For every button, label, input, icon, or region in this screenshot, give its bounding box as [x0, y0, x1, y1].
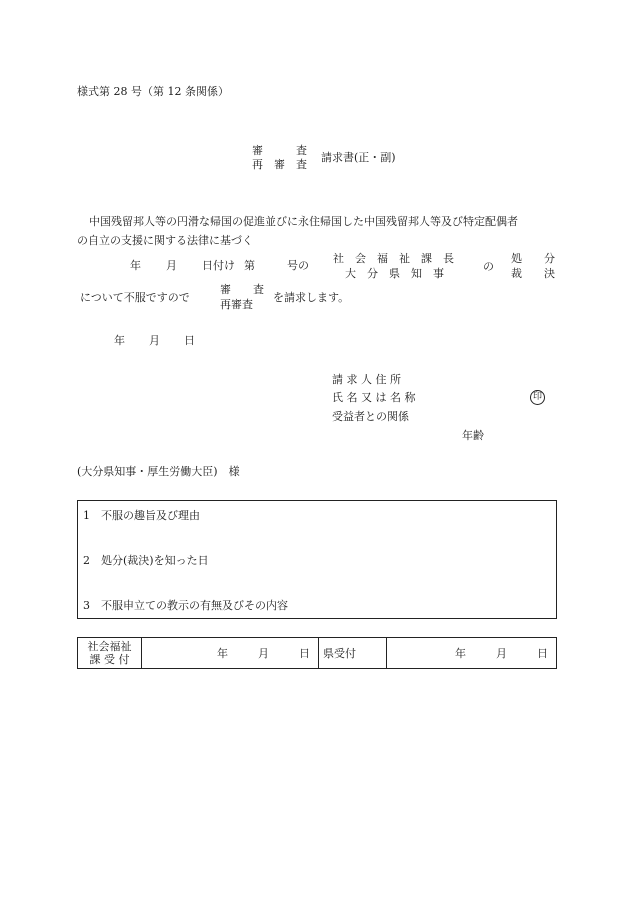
- receipt-pref-month: 月: [496, 647, 507, 660]
- objection-option-review: 審 査: [220, 283, 264, 296]
- receipt-pref-year: 年: [455, 647, 466, 660]
- details-item-known-date: 2 処分(裁決)を知った日: [83, 554, 209, 567]
- seal-mark: [530, 389, 545, 405]
- submission-month-label: 月: [149, 334, 160, 347]
- number-dai-label: 第: [244, 259, 255, 272]
- receipt-table: [77, 637, 557, 669]
- receipt-dept-cell: [78, 638, 142, 669]
- action-option-ruling: 裁 決: [511, 267, 555, 280]
- requester-age-label: 年齢: [462, 429, 484, 442]
- receipt-pref-label: 県受付: [323, 647, 356, 660]
- intro-line-1: 中国残留邦人等の円滑な帰国の促進並びに永住帰国した中国残留邦人等及び特定配偶者: [89, 215, 518, 228]
- authority-option-section-chief: 社 会 福 祉 課 長: [333, 252, 454, 265]
- date-month-label: 月: [166, 259, 177, 272]
- title-option-review: 審 査: [252, 144, 307, 157]
- receipt-dept-line-2: 課 受 付: [89, 653, 130, 666]
- receipt-dept-line-1: 社会福祉: [87, 640, 132, 653]
- objection-option-re-review: 再審査: [220, 298, 253, 311]
- receipt-pref-label-cell: [319, 638, 387, 669]
- receipt-dept-month: 月: [258, 647, 269, 660]
- requester-relation-label: 受益者との関係: [332, 410, 409, 423]
- details-item-instruction: 3 不服申立ての教示の有無及びその内容: [83, 599, 288, 612]
- objection-suffix: を請求します。: [273, 291, 350, 304]
- requester-name-label: 氏 名 又 は 名 称: [332, 391, 416, 404]
- date-day-dated-label: 日付け: [202, 259, 235, 272]
- title-option-re-review: 再 審 査: [252, 158, 307, 171]
- page-title: 請求書(正・副): [321, 151, 396, 164]
- objection-prefix: について不服ですので: [80, 291, 190, 304]
- submission-day-label: 日: [184, 334, 195, 347]
- receipt-dept-day: 日: [299, 647, 310, 660]
- number-go-label: 号の: [287, 259, 309, 272]
- requester-address-label: 請 求 人 住 所: [332, 373, 401, 386]
- details-item-objection-reason: 1 不服の趣旨及び理由: [83, 509, 200, 522]
- date-year-label: 年: [130, 259, 141, 272]
- authority-option-governor: 大 分 県 知 事: [345, 267, 444, 280]
- intro-line-2: の自立の支援に関する法律に基づく: [77, 234, 253, 247]
- action-option-disposition: 処 分: [511, 252, 555, 265]
- details-box: [77, 500, 557, 619]
- receipt-pref-date-cell: [387, 638, 557, 669]
- submission-year-label: 年: [114, 334, 125, 347]
- connector-no: の: [483, 260, 494, 273]
- receipt-dept-date-cell: [142, 638, 319, 669]
- form-number: 様式第 28 号（第 12 条関係）: [77, 85, 229, 98]
- addressee: (大分県知事・厚生労働大臣) 様: [77, 465, 240, 478]
- seal-icon: 印: [530, 390, 545, 405]
- receipt-dept-year: 年: [217, 647, 228, 660]
- receipt-pref-day: 日: [537, 647, 548, 660]
